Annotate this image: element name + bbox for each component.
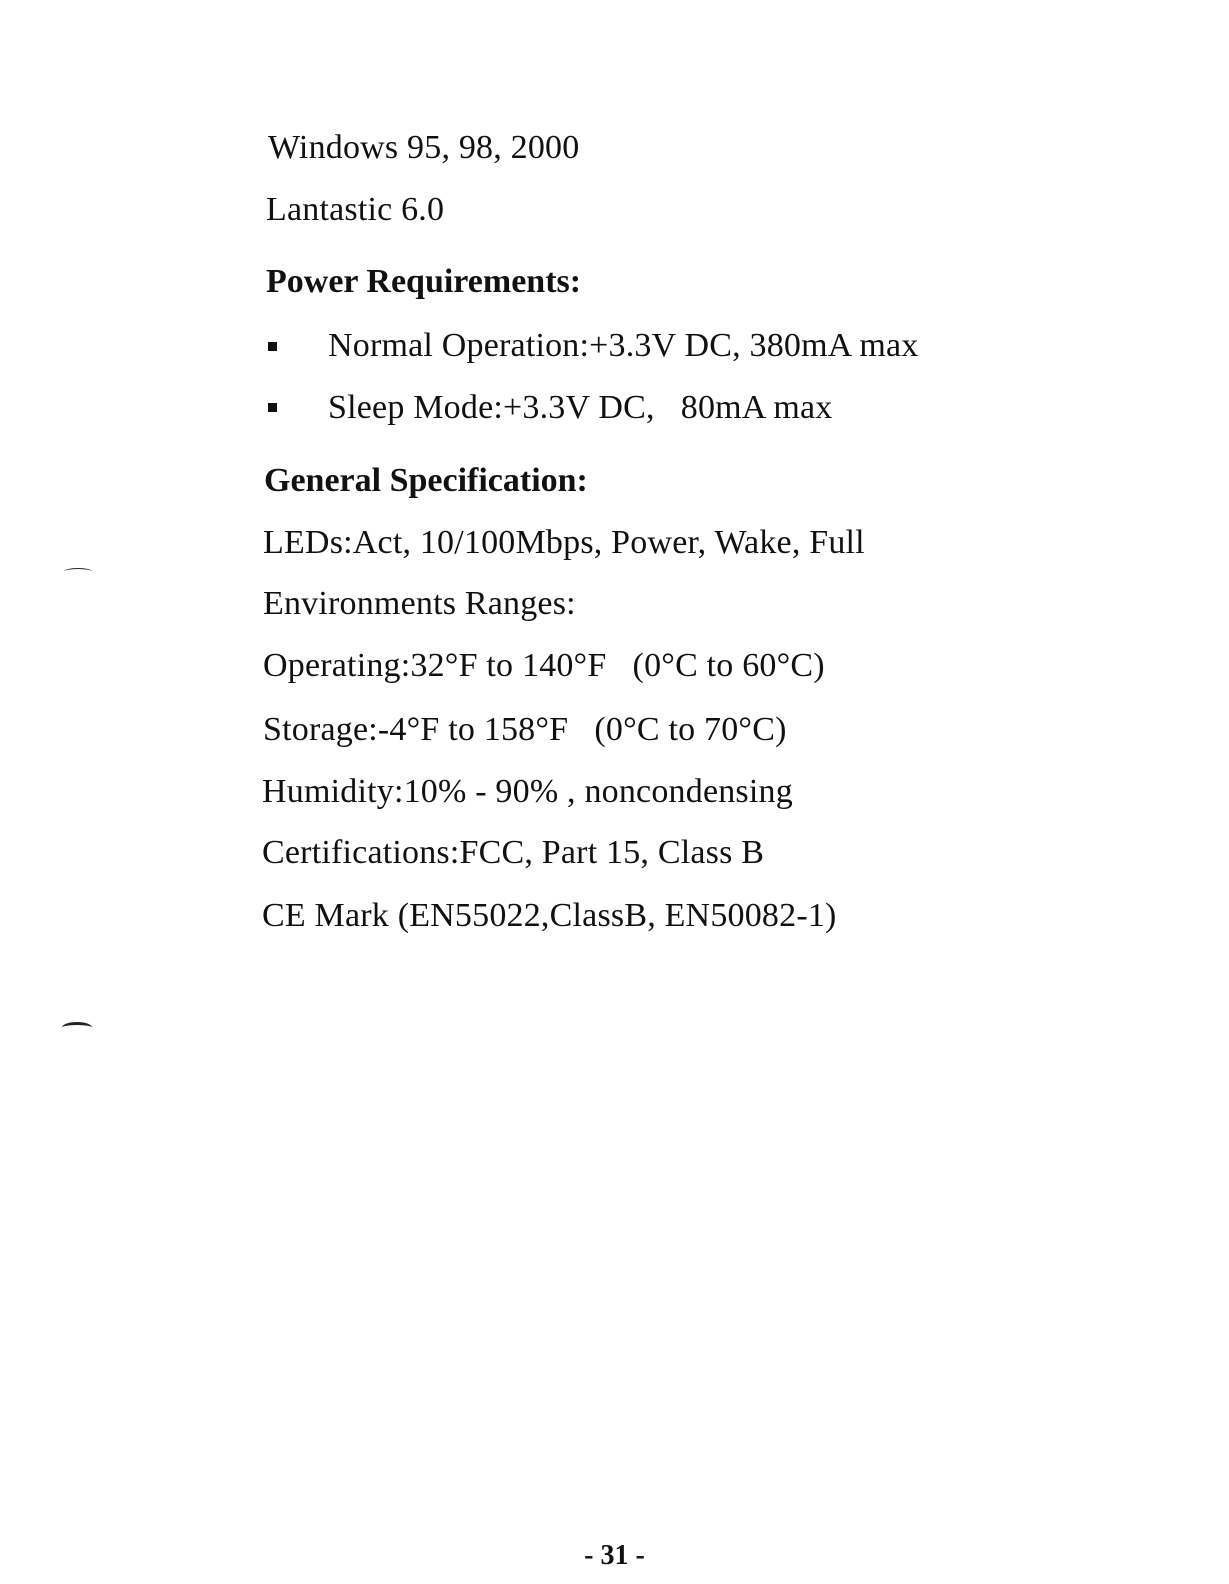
os-support-line: Windows 95, 98, 2000 xyxy=(268,129,580,166)
power-requirements-heading: Power Requirements: xyxy=(266,263,582,300)
general-specification-heading: General Specification: xyxy=(264,462,588,499)
power-item-sleep: Sleep Mode:+3.3V DC, 80mA max xyxy=(328,389,833,426)
power-item-normal: Normal Operation:+3.3V DC, 380mA max xyxy=(328,327,919,364)
spec-line-humidity: Humidity:10% - 90% , noncondensing xyxy=(262,773,793,810)
bullet-icon xyxy=(268,342,277,351)
spec-line-operating: Operating:32°F to 140°F (0°C to 60°C) xyxy=(263,647,825,684)
bullet-icon xyxy=(268,403,277,412)
page-number: - 31 - xyxy=(584,1540,645,1571)
nos-support-line: Lantastic 6.0 xyxy=(266,191,445,228)
scan-speck-mark xyxy=(62,1022,92,1033)
spec-line-certifications: Certifications:FCC, Part 15, Class B xyxy=(262,834,765,871)
spec-line-ce-mark: CE Mark (EN55022,ClassB, EN50082-1) xyxy=(262,897,837,934)
spec-line-storage: Storage:-4°F to 158°F (0°C to 70°C) xyxy=(263,711,787,748)
spec-line-leds: LEDs:Act, 10/100Mbps, Power, Wake, Full xyxy=(263,524,865,561)
spec-line-environments: Environments Ranges: xyxy=(263,585,576,622)
scan-speck-mark xyxy=(64,568,92,575)
